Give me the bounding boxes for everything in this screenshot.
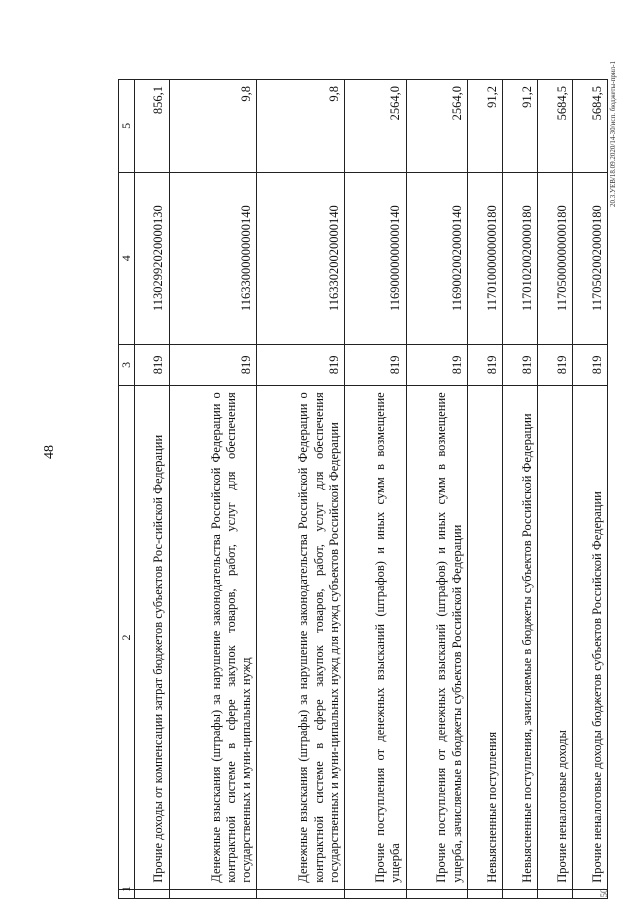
- row-marker: [502, 889, 537, 898]
- classification-code: 11705020020000180: [572, 172, 607, 344]
- header-col-4: 4: [119, 172, 135, 344]
- corner-page-mark: 50: [599, 888, 609, 898]
- classification-code: 11302992020000130: [134, 172, 169, 344]
- table-row: [406, 80, 467, 899]
- revenue-name: Прочие поступления от денежных взысканий (штрафов) и иных сумм в возмещение ущерба: [345, 386, 406, 889]
- revenue-name: Денежные взыскания (штрафы) за нарушение законодательства Российской Федерации о контрактной системе в сфере закупок товаров, работ, услуг для обеспечения государственных и муни-ципальных нужд для нужд субъектов Российской Федерации: [257, 386, 345, 889]
- row-marker: [467, 889, 502, 898]
- amount: 5684,5: [537, 80, 572, 173]
- table-row: [502, 80, 537, 899]
- row-marker: [345, 889, 406, 898]
- admin-code: 819: [257, 344, 345, 386]
- classification-code: 11633020020000140: [257, 172, 345, 344]
- table-row: [572, 80, 607, 899]
- amount: 9,8: [169, 80, 257, 173]
- row-marker: [406, 889, 467, 898]
- amount: 2564,0: [345, 80, 406, 173]
- row-marker: [134, 889, 169, 898]
- table-row: [345, 80, 406, 899]
- revenue-name: Невыясненные поступления, зачисляемые в бюджеты субъектов Российской Федерации: [502, 386, 537, 889]
- revenue-name: Прочие неналоговые доходы: [537, 386, 572, 889]
- revenue-name: Денежные взыскания (штрафы) за нарушение законодательства Российской Федерации о контрактной системе в сфере закупок товаров, работ, услуг для обеспечения государственных и муни-ципальных нужд: [169, 386, 257, 889]
- header-col-3: 3: [119, 344, 135, 386]
- revenue-name: Прочие поступления от денежных взысканий (штрафов) и иных сумм в возмещение ущерба, зачисляемые в бюджеты субъектов Российской Федерации: [406, 386, 467, 889]
- revenue-name: Прочие неналоговые доходы бюджетов субъектов Российской Федерации: [572, 386, 607, 889]
- table-row: [134, 80, 169, 899]
- admin-code: 819: [345, 344, 406, 386]
- table-row: [537, 80, 572, 899]
- table-row: [169, 80, 257, 899]
- page-number: 48: [42, 445, 57, 459]
- row-marker: [537, 889, 572, 898]
- row-marker: [257, 889, 345, 898]
- classification-code: 11690000000000140: [345, 172, 406, 344]
- header-col-1: 1: [119, 889, 135, 898]
- classification-code: 11701000000000180: [467, 172, 502, 344]
- table-row: [257, 80, 345, 899]
- header-row: [119, 80, 135, 899]
- revenue-name: Невыясненные поступления: [467, 386, 502, 889]
- row-marker: [572, 889, 607, 898]
- classification-code: 11701020020000180: [502, 172, 537, 344]
- header-col-2: 2: [119, 386, 135, 889]
- amount: 9,8: [257, 80, 345, 173]
- amount: 91,2: [467, 80, 502, 173]
- header-col-5: 5: [119, 80, 135, 173]
- admin-code: 819: [169, 344, 257, 386]
- amount: 2564,0: [406, 80, 467, 173]
- admin-code: 819: [537, 344, 572, 386]
- revenue-name: Прочие доходы от компенсации затрат бюджетов субъектов Рос-сийской Федерации: [134, 386, 169, 889]
- admin-code: 819: [406, 344, 467, 386]
- classification-code: 11633000000000140: [169, 172, 257, 344]
- rotated-table-container: [118, 79, 608, 899]
- row-marker: [169, 889, 257, 898]
- table-body: [134, 80, 607, 899]
- admin-code: 819: [134, 344, 169, 386]
- amount: 91,2: [502, 80, 537, 173]
- admin-code: 819: [502, 344, 537, 386]
- classification-code: 11690020020000140: [406, 172, 467, 344]
- table-row: [467, 80, 502, 899]
- budget-revenue-table: [118, 79, 608, 899]
- admin-code: 819: [572, 344, 607, 386]
- amount: 5684,5: [572, 80, 607, 173]
- admin-code: 819: [467, 344, 502, 386]
- classification-code: 11705000000000180: [537, 172, 572, 344]
- table-header: [119, 80, 135, 899]
- amount: 856,1: [134, 80, 169, 173]
- document-footer-code: 20.3.УЕВ/18.09.2020/14-30/исп. бюджеты-прил-1: [609, 61, 617, 207]
